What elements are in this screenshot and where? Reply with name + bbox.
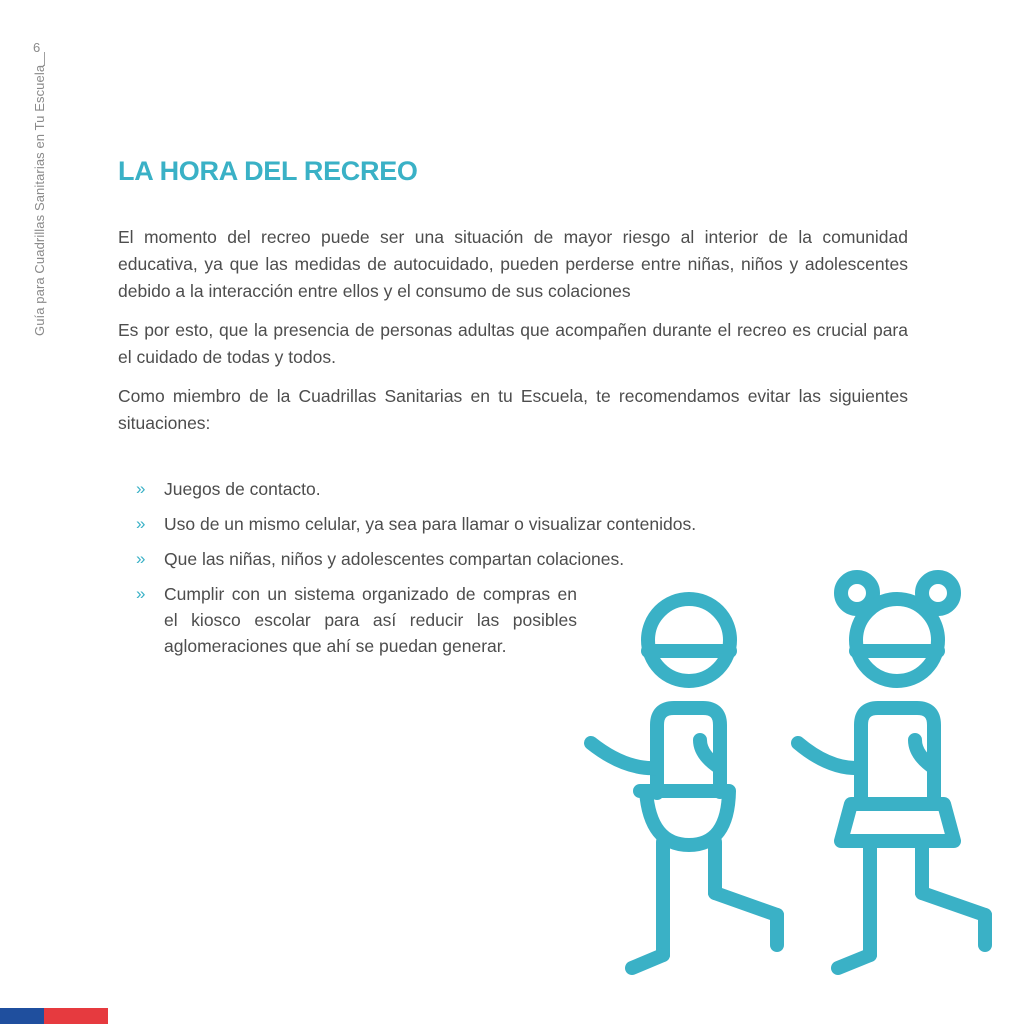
list-item-text: Juegos de contacto. xyxy=(164,479,321,499)
bullet-marker: » xyxy=(136,584,146,603)
paragraph: Es por esto, que la presencia de personas adultas que acompañen durante el recreo es crucial para el cuidado de todas y todos. xyxy=(118,320,908,367)
page-number: 6 xyxy=(33,40,41,55)
list-item-text: Que las niñas, niños y adolescentes compartan colaciones. xyxy=(164,549,625,569)
side-running-title: Guía para Cuadrillas Sanitarias en Tu Escuela xyxy=(32,64,47,336)
paragraph: Como miembro de la Cuadrillas Sanitarias en tu Escuela, te recomendamos evitar las siguientes situaciones: xyxy=(118,386,908,433)
list-item xyxy=(136,581,577,659)
bullet-marker: » xyxy=(136,514,146,533)
list-item xyxy=(136,476,724,502)
bullet-marker: » xyxy=(136,549,146,568)
flag-bar-blue xyxy=(0,1008,44,1024)
body-text xyxy=(118,224,908,449)
list-item xyxy=(136,511,784,537)
list-item-text: Cumplir con un sistema organizado de compras en el kiosco escolar para así reducir las posibles aglomeraciones que ahí se puedan generar. xyxy=(164,584,577,656)
paragraph: El momento del recreo puede ser una situación de mayor riesgo al interior de la comunidad educativa, ya que las medidas de autocuidado, pueden perderse entre niñas, niños y adolescentes debido a la interacción entre ellos y el consumo de sus colaciones xyxy=(118,227,908,301)
flag-bar-red xyxy=(44,1008,108,1024)
page-title: LA HORA DEL RECREO xyxy=(118,156,418,186)
boy-figure-icon xyxy=(591,599,777,968)
bullet-marker: » xyxy=(136,479,146,498)
children-illustration xyxy=(570,560,1010,990)
girl-figure-icon xyxy=(798,577,985,968)
list-item-text: Uso de un mismo celular, ya sea para llamar o visualizar contenidos. xyxy=(164,514,697,534)
